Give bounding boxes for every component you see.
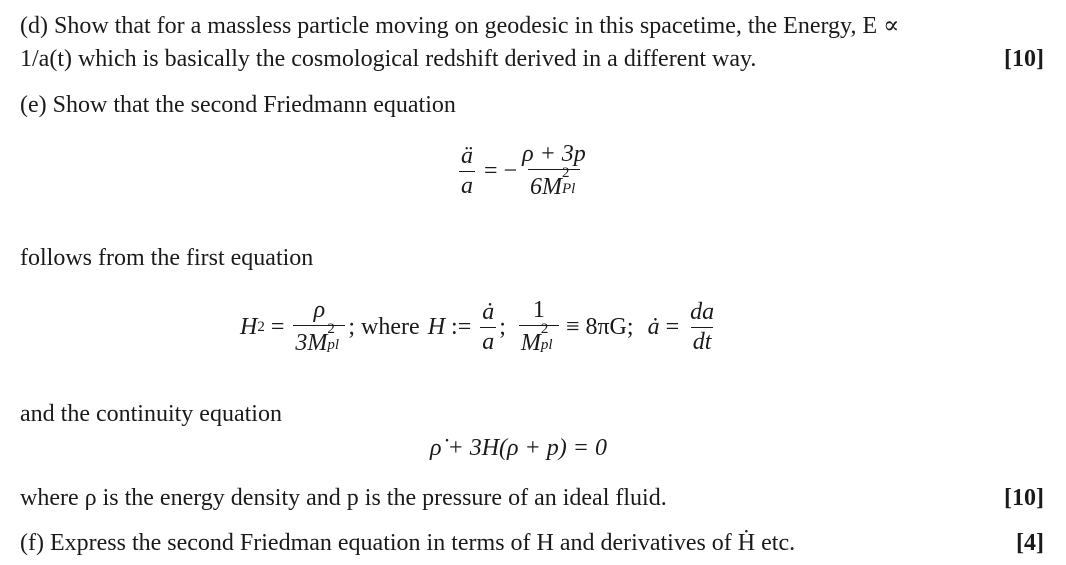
follows-text: follows from the first equation [20,245,314,271]
second-friedmann-equation [456,142,591,200]
eq2-m-base: M [520,330,541,357]
part-f-marks: [4] [1016,530,1044,556]
eq1-equals: = [484,157,498,184]
eq1-rhs-den-base: 6M [529,174,562,201]
eq2-equals: = [270,313,285,340]
eq2-adot-den: a [482,328,495,355]
part-e-marks: [10] [1004,485,1044,511]
continuity-equation [430,434,607,463]
eq2-da-dt-fraction [688,300,716,355]
eq2-rho-den-sub: pl [327,337,340,354]
eq1-minus: − [503,157,518,184]
eq1-lhs-fraction [459,144,475,199]
part-d-marks: [10] [1004,46,1044,72]
eq2-m-den [519,321,559,357]
eq2-one: 1 [532,297,545,323]
eq1-rhs-den-sup: 2 [561,165,570,182]
eq2-equiv: ≡ 8πG; [565,313,634,340]
eq2-equals-2: = [665,313,680,340]
eq2-adot-num: ȧ [482,298,495,325]
eq2-m-scripts [540,321,557,354]
eq1-rhs-num: ρ + 3p [522,141,586,167]
continuity-intro: and the continuity equation [20,401,282,427]
eq2-rho-fraction [293,298,345,356]
eq2-m-sub: pl [540,337,553,354]
eq2-H-def: H [427,313,446,340]
eq2-rho-den-base: 3M [295,330,328,357]
eq2-H: H [240,313,258,340]
eq1-lhs-den: a [461,172,473,199]
eq2-defined-as: := [451,313,472,340]
eq2-adot: ȧ [647,313,660,340]
eq2-rho-den-scripts [327,321,343,354]
eq2-adot-fraction [480,300,496,355]
part-f-text: (f) Express the second Friedman equation in terms of H and derivatives of Ḣ etc. [20,530,796,556]
first-friedmann-equation: H 2 = ρ 3M 2 pl ; where H := $\frac{ȧ}{a}$ ; 1 M 2 pl ≡ 8πG; ȧ = $\frac{da}{dt}$ [240,297,715,357]
eq2-dt: dt [692,328,712,355]
eq3-text: ρ̇ + 3H(ρ + p) = 0 [430,435,607,461]
eq2-da: da [690,298,715,325]
part-e-intro: (e) Show that the second Friedmann equation [20,92,456,118]
eq1-rhs-den-scripts [561,165,578,198]
eq2-rho-den-sup: 2 [327,321,335,338]
eq2-rho-num: ρ [313,297,326,323]
eq2-rho-den [293,321,345,357]
eq1-rhs-den [528,165,580,201]
eq1-rhs-den-sub: Pl [561,181,576,198]
part-d-line-1: (d) Show that for a massless particle moving on geodesic in this spacetime, the Energy, E ∝ [20,13,900,39]
eq2-one-over-m-fraction [519,298,559,356]
eq1-rhs-fraction [520,142,588,200]
eq2-where: ; where [348,313,420,340]
eq2-semicolon: ; [499,313,506,340]
eq2-m-sup: 2 [540,321,549,338]
where-text: where ρ is the energy density and p is the pressure of an ideal fluid. [20,485,667,511]
eq1-lhs-num: ä [461,142,473,169]
part-d-line-2: 1/a(t) which is basically the cosmological redshift derived in a different way. [20,46,757,72]
